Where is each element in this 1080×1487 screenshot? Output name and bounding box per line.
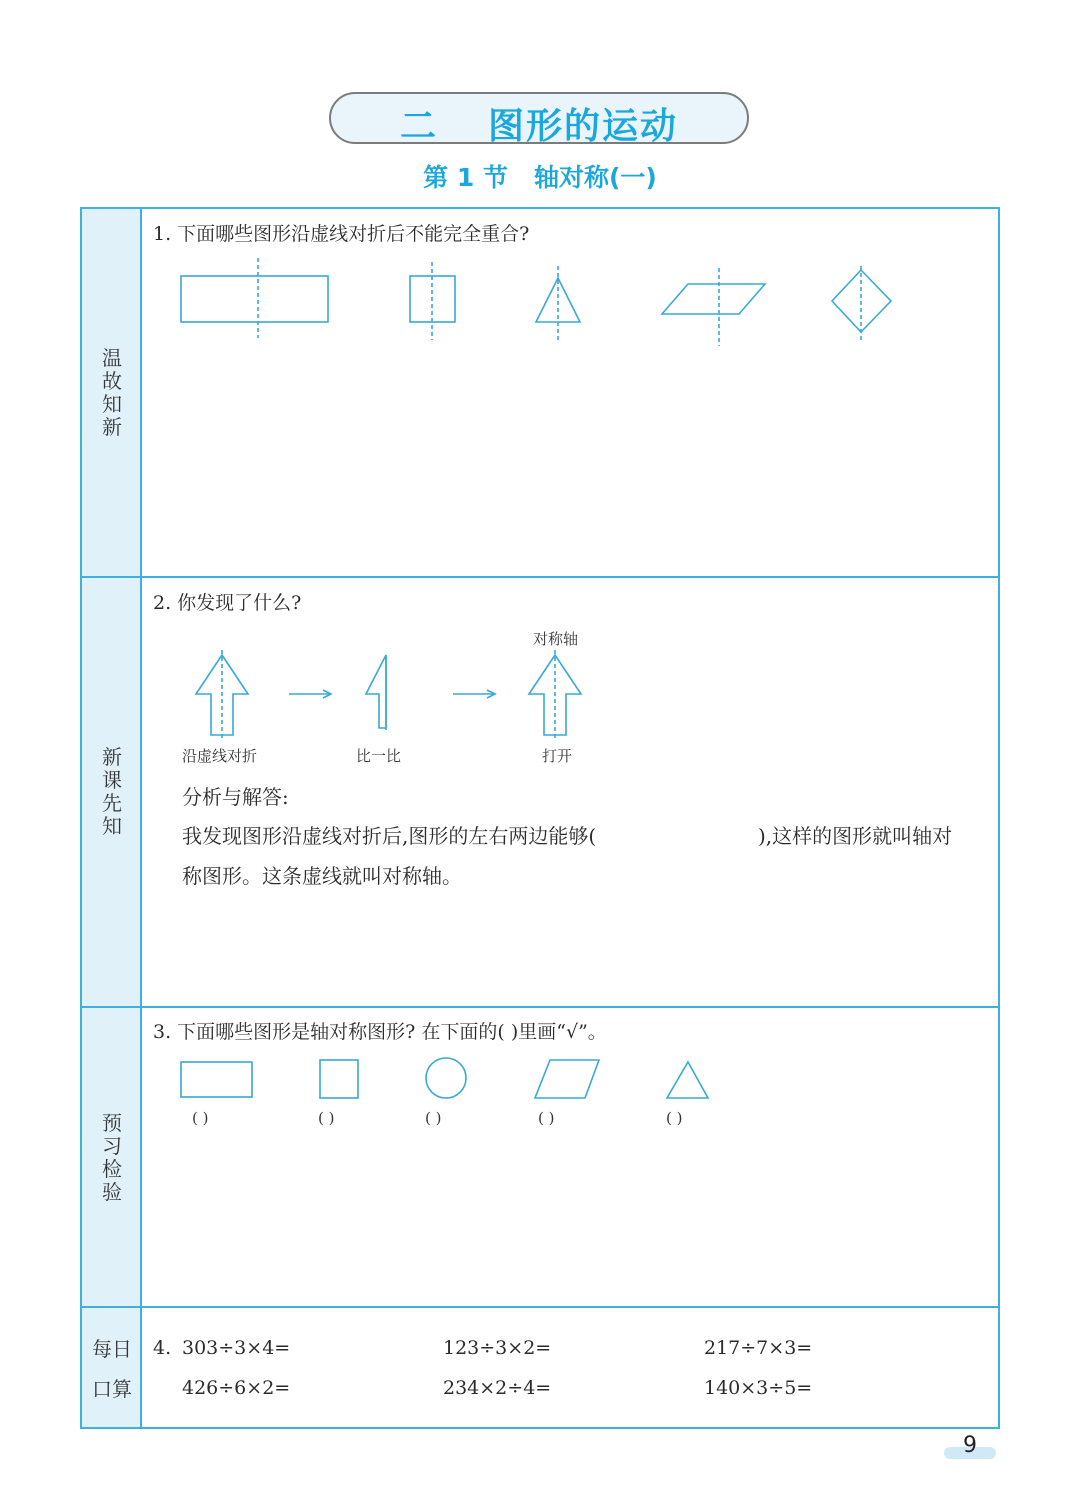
question-1: 1. 下面哪些图形沿虚线对折后不能完全重合? bbox=[153, 223, 530, 245]
section-number: 第 1 节 bbox=[423, 163, 508, 192]
section-label-review: 温 故 知 新 bbox=[102, 346, 122, 439]
answer-blank[interactable]: ( ) bbox=[538, 1109, 555, 1127]
question-3: 3. 下面哪些图形是轴对称图形? 在下面的( )里画“√”。 bbox=[153, 1021, 607, 1043]
answer-blank[interactable]: ( ) bbox=[318, 1109, 335, 1127]
section-label-daily-calc: 每日 口算 bbox=[92, 1337, 132, 1401]
step-fold: 沿虚线对折 bbox=[182, 747, 258, 765]
page-number: 9 bbox=[963, 1433, 977, 1458]
parallelogram-figure bbox=[535, 1060, 599, 1098]
calc-problem: 303÷3×4= bbox=[182, 1337, 291, 1359]
square-figure bbox=[320, 1060, 358, 1098]
section-name: 轴对称(一) bbox=[533, 163, 657, 192]
chapter-number: 二 bbox=[399, 106, 438, 147]
calc-problem: 123÷3×2= bbox=[443, 1337, 552, 1359]
section-label-preview-check: 预 习 检 验 bbox=[102, 1111, 122, 1204]
answer-blank[interactable]: ( ) bbox=[666, 1109, 683, 1127]
question-4-number: 4. bbox=[153, 1337, 172, 1359]
question-2: 2. 你发现了什么? bbox=[153, 592, 302, 614]
calc-problem: 426÷6×2= bbox=[182, 1377, 291, 1399]
analysis-line-2: 称图形。这条虚线就叫对称轴。 bbox=[182, 864, 462, 888]
circle-figure bbox=[426, 1058, 466, 1098]
calc-problem: 140×3÷5= bbox=[704, 1377, 813, 1399]
page-number-badge bbox=[944, 1433, 996, 1461]
analysis-line-1a: 我发现图形沿虚线对折后,图形的左右两边能够( bbox=[182, 824, 597, 848]
step-compare: 比一比 bbox=[356, 747, 402, 765]
analysis-line-1b: ),这样的图形就叫轴对 bbox=[758, 824, 953, 848]
answer-blank[interactable]: ( ) bbox=[192, 1109, 209, 1127]
analysis-title: 分析与解答: bbox=[182, 785, 289, 809]
calc-problem: 217÷7×3= bbox=[704, 1337, 813, 1359]
calc-problem: 234×2÷4= bbox=[443, 1377, 552, 1399]
chapter-title: 图形的运动 bbox=[488, 106, 679, 147]
triangle-figure bbox=[667, 1062, 708, 1098]
rectangle-figure bbox=[181, 1062, 252, 1097]
step-open: 打开 bbox=[542, 747, 573, 765]
axis-label: 对称轴 bbox=[533, 630, 579, 648]
section-label-new-lesson: 新 课 先 知 bbox=[102, 745, 122, 838]
answer-blank[interactable]: ( ) bbox=[425, 1109, 442, 1127]
